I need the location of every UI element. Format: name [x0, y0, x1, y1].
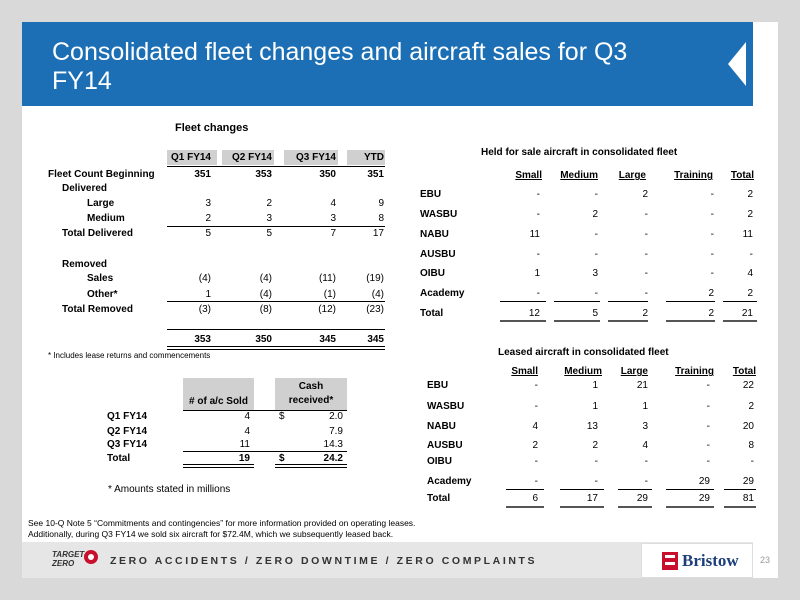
target-zero-logo	[52, 550, 84, 568]
banner-notch	[728, 42, 746, 86]
held-row-label: WASBU	[420, 209, 458, 220]
sold-row-label: Total	[107, 453, 131, 464]
leased-cell: -	[534, 476, 538, 487]
held-row-label: AUSBU	[420, 249, 456, 260]
leased-cell: 4	[532, 421, 538, 432]
held-cell: 11	[529, 229, 540, 240]
leased-cell: -	[534, 401, 538, 412]
leased-cell: -	[706, 440, 710, 451]
fleet-ending-rule	[167, 329, 385, 330]
held-cell: -	[594, 229, 598, 240]
leased-cell: 21	[636, 380, 648, 391]
fleet-cell: (4)	[198, 273, 211, 284]
held-cell: -	[536, 209, 540, 220]
held-total-rule	[500, 301, 546, 302]
leased-cell: 17	[586, 493, 598, 504]
leased-cell: 29	[742, 476, 754, 487]
held-cell: 2	[642, 189, 648, 200]
leased-cell: -	[706, 456, 710, 467]
target-icon	[84, 550, 98, 564]
held-col-header: Medium	[560, 170, 598, 181]
fleet-footnote: * Includes lease returns and commencements	[48, 351, 211, 360]
leased-cell: -	[706, 401, 710, 412]
leased-col-header: Total	[732, 366, 756, 377]
sold-count: 19	[238, 453, 250, 464]
held-col-header: Total	[730, 170, 754, 181]
held-cell: -	[594, 189, 598, 200]
held-cell: 2	[747, 288, 753, 299]
leased-cell: 2	[748, 401, 754, 412]
bristow-logo	[641, 543, 753, 578]
leased-row-label: Academy	[427, 476, 472, 487]
bristow-mark-icon	[662, 552, 678, 570]
sold-count: 11	[239, 439, 250, 450]
leased-total-underline	[506, 506, 544, 508]
held-total-underline	[554, 320, 600, 322]
held-cell: 2	[642, 308, 648, 319]
page-title: Consolidated fleet changes and aircraft sales for Q3 FY14	[52, 38, 628, 95]
leased-cell: -	[534, 456, 538, 467]
held-cell: 5	[592, 308, 598, 319]
slide	[22, 22, 778, 578]
held-cell: -	[710, 249, 714, 260]
leased-cell: 6	[532, 493, 538, 504]
fleet-cell: 2	[266, 198, 272, 209]
sold-double-rule	[275, 464, 347, 468]
fleet-changes-heading: Fleet changes	[175, 122, 249, 134]
held-cell: -	[644, 288, 648, 299]
sold-cash: 14.3	[323, 439, 343, 450]
leased-cell: 3	[642, 421, 648, 432]
fleet-cell: (23)	[366, 304, 384, 315]
fleet-cell: 8	[378, 213, 384, 224]
footer-slogan: ZERO ACCIDENTS / ZERO DOWNTIME / ZERO COMPLAINTS	[110, 555, 538, 567]
fleet-row-label: Other*	[87, 289, 118, 300]
held-cell: -	[710, 189, 714, 200]
leased-cell: -	[594, 476, 598, 487]
sold-count: 4	[244, 411, 250, 422]
leased-cell: 1	[642, 401, 648, 412]
leased-cell: 81	[742, 493, 754, 504]
sold-cash: 24.2	[323, 453, 343, 464]
fleet-cell: (4)	[259, 289, 272, 300]
leased-row-label: WASBU	[427, 401, 465, 412]
sold-count: 4	[244, 426, 250, 437]
held-total-rule	[554, 301, 600, 302]
held-row-label: EBU	[420, 189, 442, 200]
leased-cell: 1	[592, 401, 598, 412]
bristow-wordmark: Bristow	[682, 551, 739, 570]
sold-total-rule	[183, 451, 347, 452]
leased-cell: 29	[698, 476, 710, 487]
held-row-label: OIBU	[420, 268, 445, 279]
leased-total-rule	[666, 489, 714, 490]
fleet-ending-cell: 353	[194, 334, 211, 345]
page-number: 23	[760, 555, 771, 565]
leased-cell: 22	[742, 380, 754, 391]
fleet-cell: (1)	[323, 289, 336, 300]
fleet-ending-cell: 345	[367, 334, 384, 345]
fleet-cell: 1	[205, 289, 211, 300]
leased-col-header: Large	[620, 366, 648, 377]
fleet-cell: 351	[367, 169, 384, 180]
leased-cell: -	[534, 380, 538, 391]
held-total-underline	[608, 320, 648, 322]
sold-cash: 7.9	[329, 426, 343, 437]
leased-cell: -	[706, 421, 710, 432]
leased-total-underline	[724, 506, 756, 508]
fleet-cell: (8)	[259, 304, 272, 315]
held-col-header: Large	[618, 170, 646, 181]
fleet-row-label: Fleet Count Beginning	[48, 169, 155, 180]
leased-cell: -	[706, 380, 710, 391]
held-total-rule	[723, 301, 757, 302]
fleet-row-label: Total Delivered	[62, 228, 133, 239]
fleet-cell: (11)	[318, 273, 336, 284]
held-cell: -	[594, 249, 598, 260]
fleet-row-label: Sales	[87, 273, 114, 284]
held-cell: 12	[528, 308, 540, 319]
held-total-underline	[723, 320, 757, 322]
held-cell: 21	[741, 308, 753, 319]
held-cell: -	[644, 249, 648, 260]
held-col-header: Small	[515, 170, 542, 181]
leased-row-label: NABU	[427, 421, 456, 432]
fleet-row-label: Large	[87, 198, 115, 209]
leased-cell: -	[644, 456, 648, 467]
leased-total-rule	[724, 489, 756, 490]
held-row-label: NABU	[420, 229, 449, 240]
fleet-header-rule	[167, 166, 385, 167]
held-cell: -	[594, 288, 598, 299]
held-cell: 2	[708, 288, 714, 299]
fleet-row-label: Delivered	[62, 183, 108, 194]
leased-cell: 2	[532, 440, 538, 451]
fleet-col-header: Q2 FY14	[231, 152, 272, 163]
fleet-cell: 353	[255, 169, 272, 180]
leased-cell: 13	[586, 421, 598, 432]
held-cell: 2	[708, 308, 714, 319]
fleet-cell: (4)	[259, 273, 272, 284]
fleet-cell: 3	[266, 213, 272, 224]
fleet-subtotal-rule	[167, 301, 385, 302]
held-cell: -	[749, 249, 753, 260]
fleet-row-label: Removed	[62, 259, 108, 270]
fleet-cell: (19)	[366, 273, 384, 284]
fleet-col-header: Q3 FY14	[295, 152, 336, 163]
leased-total-underline	[618, 506, 652, 508]
held-cell: 1	[534, 268, 540, 279]
leased-cell: -	[644, 476, 648, 487]
sold-col-header: Cash	[298, 381, 324, 392]
fleet-cell: 351	[194, 169, 211, 180]
held-total-underline	[500, 320, 546, 322]
leased-cell: -	[594, 456, 598, 467]
fleet-cell: 9	[378, 198, 384, 209]
held-cell: 4	[747, 268, 753, 279]
sold-note: * Amounts stated in millions	[108, 484, 231, 495]
leased-col-header: Medium	[564, 366, 602, 377]
fleet-ending-double-rule	[167, 346, 385, 350]
leased-row-label: EBU	[427, 380, 449, 391]
sold-row-label: Q3 FY14	[107, 439, 148, 450]
leased-total-rule	[506, 489, 544, 490]
held-cell: 2	[747, 209, 753, 220]
held-cell: -	[710, 229, 714, 240]
sold-row-label: Q2 FY14	[107, 426, 148, 437]
sold-dollar: $	[279, 411, 285, 422]
fleet-cell: (12)	[318, 304, 336, 315]
fleet-row-label: Medium	[87, 213, 125, 224]
leased-total-rule	[618, 489, 652, 490]
leased-cell: 8	[748, 440, 754, 451]
fleet-ending-cell: 345	[319, 334, 336, 345]
sold-cash: 2.0	[329, 411, 343, 422]
leased-total-rule	[560, 489, 604, 490]
held-cell: -	[710, 209, 714, 220]
bottom-note-leases: See 10-Q Note 5 “Commitments and contingencies” for more information provided on operating leases.	[28, 518, 416, 528]
sold-col-header: received*	[288, 395, 334, 406]
target-zero-line2: ZERO	[52, 559, 75, 568]
fleet-cell: 5	[205, 228, 211, 239]
leased-total-underline	[666, 506, 714, 508]
sold-row-label: Q1 FY14	[107, 411, 148, 422]
sold-col-header: # of a/c Sold	[189, 396, 248, 407]
held-cell: -	[644, 229, 648, 240]
held-cell: 3	[592, 268, 598, 279]
sold-double-rule	[183, 464, 254, 468]
held-cell: 2	[747, 189, 753, 200]
sold-dollar: $	[279, 453, 285, 464]
held-cell: -	[644, 268, 648, 279]
leased-row-label: Total	[427, 493, 451, 504]
leased-heading: Leased aircraft in consolidated fleet	[498, 347, 669, 358]
leased-row-label: OIBU	[427, 456, 452, 467]
fleet-row-label: Total Removed	[62, 304, 133, 315]
held-cell: 2	[592, 209, 598, 220]
held-cell: -	[536, 288, 540, 299]
fleet-cell: 3	[205, 198, 211, 209]
leased-row-label: AUSBU	[427, 440, 463, 451]
held-col-header: Training	[674, 170, 713, 181]
leased-cell: 29	[698, 493, 710, 504]
held-cell: -	[536, 249, 540, 260]
held-total-rule	[666, 301, 715, 302]
held-total-rule	[608, 301, 648, 302]
held-total-underline	[666, 320, 715, 322]
fleet-ending-cell: 350	[255, 334, 272, 345]
leased-cell: 29	[636, 493, 648, 504]
title-banner	[22, 22, 753, 106]
leased-col-header: Training	[675, 366, 714, 377]
leased-cell: -	[750, 456, 754, 467]
fleet-cell: (4)	[371, 289, 384, 300]
fleet-subtotal-rule	[167, 226, 385, 227]
fleet-cell: (3)	[198, 304, 211, 315]
held-heading: Held for sale aircraft in consolidated fleet	[481, 147, 678, 158]
leased-cell: 20	[742, 421, 754, 432]
leased-cell: 4	[642, 440, 648, 451]
fleet-cell: 350	[319, 169, 336, 180]
fleet-cell: 7	[330, 228, 336, 239]
fleet-cell: 2	[205, 213, 211, 224]
leased-cell: 2	[592, 440, 598, 451]
fleet-cell: 4	[330, 198, 336, 209]
leased-cell: 1	[592, 380, 598, 391]
held-cell: 11	[742, 229, 753, 240]
fleet-col-header: YTD	[364, 152, 384, 163]
fleet-cell: 17	[372, 228, 384, 239]
fleet-cell: 3	[330, 213, 336, 224]
held-row-label: Academy	[420, 288, 465, 299]
held-row-label: Total	[420, 308, 444, 319]
leased-col-header: Small	[511, 366, 538, 377]
leased-total-underline	[560, 506, 604, 508]
held-cell: -	[710, 268, 714, 279]
held-cell: -	[644, 209, 648, 220]
fleet-col-header: Q1 FY14	[170, 152, 211, 163]
held-cell: -	[536, 189, 540, 200]
fleet-cell: 5	[266, 228, 272, 239]
bottom-note-leaseback: Additionally, during Q3 FY14 we sold six aircraft for $72.4M, which we subsequently leased back.	[28, 529, 394, 539]
target-zero-line1: TARGET	[52, 550, 85, 559]
